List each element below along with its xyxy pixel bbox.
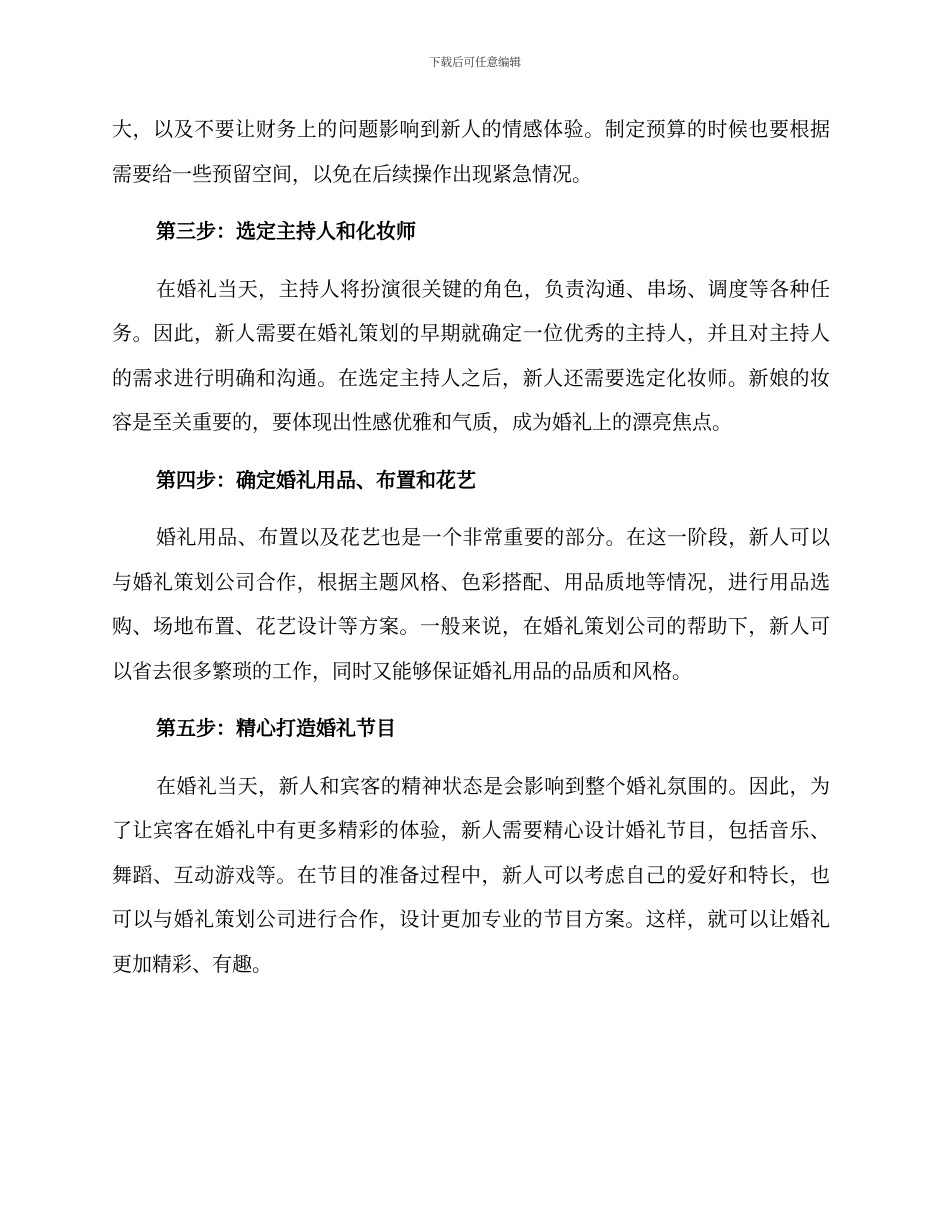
intro-paragraph: 大，以及不要让财务上的问题影响到新人的情感体验。制定预算的时候也要根据需要给一些预留空间，以免在后续操作出现紧急情况。 — [112, 117, 830, 186]
section-heading-step-3: 第三步：选定主持人和化妆师 — [156, 219, 416, 243]
section-body-step-4: 婚礼用品、布置以及花艺也是一个非常重要的部分。在这一阶段，新人可以与婚礼策划公司合作，根据主题风格、色彩搭配、用品质地等情况，进行用品选购、场地布置、花艺设计等方案。一般来说，在婚礼策划公司的帮助下，新人可以省去很多繁琐的工作，同时又能够保证婚礼用品的品质和风格。 — [112, 525, 830, 683]
section-heading-step-4: 第四步：确定婚礼用品、布置和花艺 — [156, 467, 476, 492]
section-body-step-5: 在婚礼当天，新人和宾客的精神状态是会影响到整个婚礼氛围的。因此，为了让宾客在婚礼中有更多精彩的体验，新人需要精心设计婚礼节目，包括音乐、舞蹈、互动游戏等。在节目的准备过程中，新人可以考虑自己的爱好和特长，也可以与婚礼策划公司进行合作，设计更加专业的节目方案。这样，就可以让婚礼更加精彩、有趣。 — [112, 773, 830, 976]
page-header: 下载后可任意编辑 — [429, 55, 521, 69]
document-body — [112, 107, 830, 986]
section-body-step-3: 在婚礼当天，主持人将扮演很关键的角色，负责沟通、串场、调度等各种任务。因此，新人需要在婚礼策划的早期就确定一位优秀的主持人，并且对主持人的需求进行明确和沟通。在选定主持人之后，新人还需要选定化妆师。新娘的妆容是至关重要的，要体现出性感优雅和气质，成为婚礼上的漂亮焦点。 — [112, 276, 830, 434]
section-heading-step-5: 第五步：精心打造婚礼节目 — [156, 716, 396, 740]
